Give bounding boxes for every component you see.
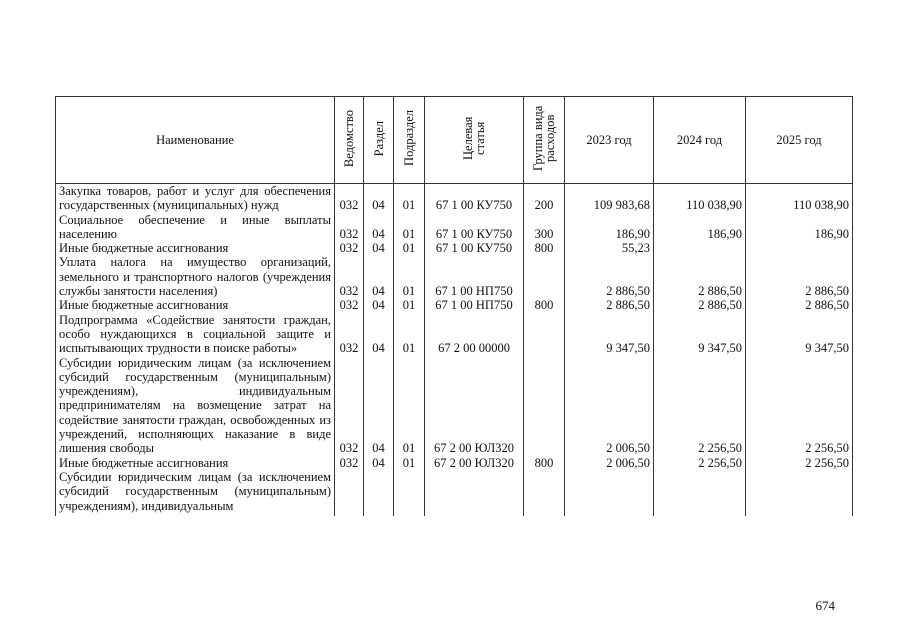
header-subsection: Подраздел — [394, 97, 425, 184]
cell-subsection: 01 — [394, 184, 425, 213]
cell-ministry: 032 — [335, 213, 364, 242]
cell-ministry: 032 — [335, 184, 364, 213]
cell-section: 04 — [364, 184, 394, 213]
cell-section: 04 — [364, 356, 394, 456]
cell-2023: 2 006,50 — [565, 356, 654, 456]
cell-subsection: 01 — [394, 255, 425, 298]
cell-expense-group — [524, 255, 565, 298]
page-number: 674 — [815, 598, 835, 613]
cell-2024: 2 256,50 — [654, 356, 746, 456]
cell-2023 — [565, 470, 654, 516]
cell-section: 04 — [364, 298, 394, 312]
cell-2023: 109 983,68 — [565, 184, 654, 213]
cell-expense-group: 800 — [524, 241, 565, 255]
cell-2023: 2 886,50 — [565, 255, 654, 298]
cell-subsection: 01 — [394, 298, 425, 312]
header-2023: 2023 год — [565, 97, 654, 184]
cell-2024: 2 256,50 — [654, 456, 746, 470]
cell-name: Закупка товаров, работ и услуг для обеспечения государственных (муниципальных) нужд — [56, 184, 335, 213]
cell-2023: 2 006,50 — [565, 456, 654, 470]
cell-2025 — [746, 241, 853, 255]
cell-2025: 110 038,90 — [746, 184, 853, 213]
cell-subsection: 01 — [394, 356, 425, 456]
cell-name: Иные бюджетные ассигнования — [56, 456, 335, 470]
cell-2024: 186,90 — [654, 213, 746, 242]
cell-name: Уплата налога на имущество организаций, земельного и транспортного налогов (учреждения службы занятости населения) — [56, 255, 335, 298]
table-header-row — [56, 97, 853, 184]
cell-2023: 2 886,50 — [565, 298, 654, 312]
cell-target-article: 67 1 00 КУ750 — [425, 241, 524, 255]
cell-target-article: 67 2 00 ЮЛ320 — [425, 356, 524, 456]
header-2025: 2025 год — [746, 97, 853, 184]
table-row — [56, 213, 853, 242]
header-name: Наименование — [56, 97, 335, 184]
table-body — [56, 184, 853, 516]
cell-target-article: 67 2 00 ЮЛ320 — [425, 456, 524, 470]
header-2024: 2024 год — [654, 97, 746, 184]
cell-2024: 110 038,90 — [654, 184, 746, 213]
cell-2025: 9 347,50 — [746, 313, 853, 356]
header-ministry: Ведомство — [335, 97, 364, 184]
cell-ministry — [335, 470, 364, 516]
cell-ministry: 032 — [335, 298, 364, 312]
cell-name: Иные бюджетные ассигнования — [56, 298, 335, 312]
cell-2024: 2 886,50 — [654, 255, 746, 298]
cell-ministry: 032 — [335, 241, 364, 255]
cell-2025 — [746, 470, 853, 516]
cell-2024: 2 886,50 — [654, 298, 746, 312]
table-row — [56, 184, 853, 213]
cell-2025: 2 256,50 — [746, 456, 853, 470]
table-row — [56, 255, 853, 298]
cell-subsection: 01 — [394, 456, 425, 470]
cell-section: 04 — [364, 241, 394, 255]
cell-2025: 186,90 — [746, 213, 853, 242]
cell-expense-group: 800 — [524, 456, 565, 470]
table-row — [56, 241, 853, 255]
cell-expense-group — [524, 313, 565, 356]
cell-expense-group — [524, 356, 565, 456]
cell-2024: 9 347,50 — [654, 313, 746, 356]
cell-subsection: 01 — [394, 241, 425, 255]
cell-name: Подпрограмма «Содействие занятости граждан, особо нуждающихся в социальной защите и испытывающих трудности в поиске работы» — [56, 313, 335, 356]
cell-target-article: 67 1 00 НП750 — [425, 255, 524, 298]
cell-target-article: 67 1 00 КУ750 — [425, 213, 524, 242]
cell-target-article — [425, 470, 524, 516]
table-row — [56, 470, 853, 516]
cell-section: 04 — [364, 255, 394, 298]
header-section: Раздел — [364, 97, 394, 184]
cell-name: Иные бюджетные ассигнования — [56, 241, 335, 255]
cell-section: 04 — [364, 456, 394, 470]
cell-2023: 186,90 — [565, 213, 654, 242]
cell-2025: 2 886,50 — [746, 255, 853, 298]
cell-ministry: 032 — [335, 313, 364, 356]
cell-2025: 2 886,50 — [746, 298, 853, 312]
cell-subsection — [394, 470, 425, 516]
cell-section: 04 — [364, 213, 394, 242]
cell-name: Субсидии юридическим лицам (за исключением субсидий государственным (муниципальным) учреждениям), индивидуальным предпринимателям на возмещение затрат на содействие занятости граждан, освобожденных из учреждений, исполняющих наказание в виде лишения свободы — [56, 356, 335, 456]
cell-2023: 55,23 — [565, 241, 654, 255]
table-row — [56, 356, 853, 456]
cell-target-article: 67 1 00 НП750 — [425, 298, 524, 312]
cell-expense-group: 800 — [524, 298, 565, 312]
header-target-article: Целевая статья — [425, 97, 524, 184]
cell-subsection: 01 — [394, 313, 425, 356]
cell-expense-group: 300 — [524, 213, 565, 242]
cell-expense-group — [524, 470, 565, 516]
cell-ministry: 032 — [335, 356, 364, 456]
cell-2023: 9 347,50 — [565, 313, 654, 356]
cell-target-article: 67 2 00 00000 — [425, 313, 524, 356]
cell-ministry: 032 — [335, 456, 364, 470]
cell-2025: 2 256,50 — [746, 356, 853, 456]
table-row — [56, 313, 853, 356]
cell-2024 — [654, 241, 746, 255]
cell-section: 04 — [364, 313, 394, 356]
cell-ministry: 032 — [335, 255, 364, 298]
budget-table — [55, 96, 853, 516]
cell-expense-group: 200 — [524, 184, 565, 213]
header-expense-group: Группа вида расходов — [524, 97, 565, 184]
table-row — [56, 456, 853, 470]
cell-subsection: 01 — [394, 213, 425, 242]
table-row — [56, 298, 853, 312]
cell-target-article: 67 1 00 КУ750 — [425, 184, 524, 213]
cell-name: Социальное обеспечение и иные выплаты населению — [56, 213, 335, 242]
cell-2024 — [654, 470, 746, 516]
cell-name: Субсидии юридическим лицам (за исключением субсидий государственным (муниципальным) учреждениям), индивидуальным — [56, 470, 335, 516]
cell-section — [364, 470, 394, 516]
